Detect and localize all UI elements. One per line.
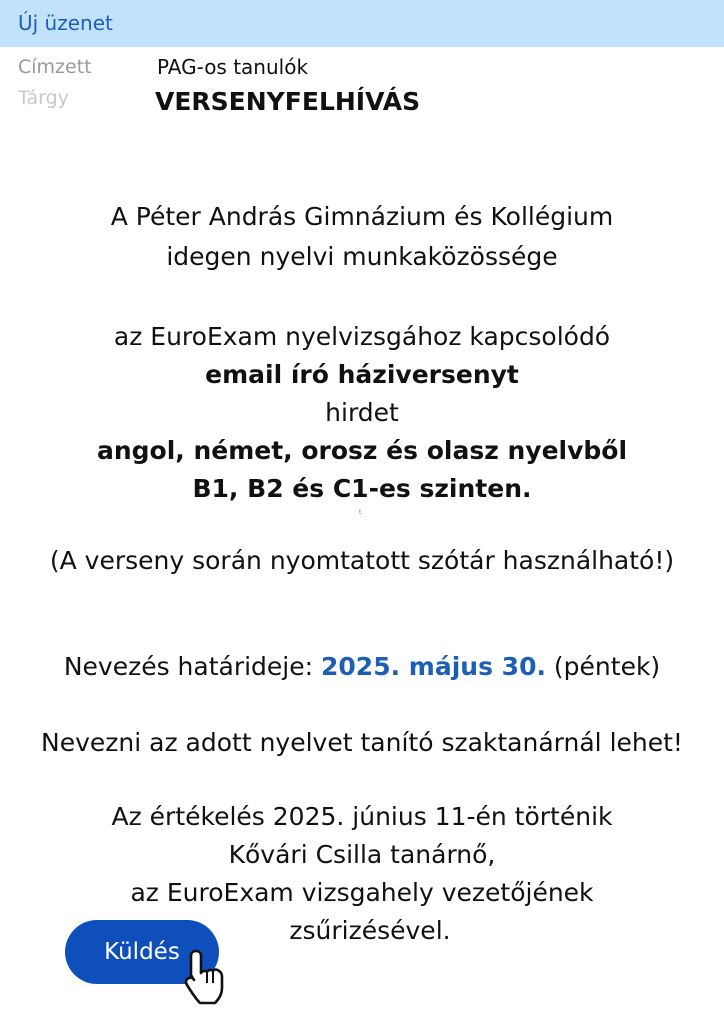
deadline-prefix: Nevezés határideje:: [63, 652, 322, 681]
message-line: Kővári Csilla tanárnő,: [228, 840, 496, 869]
message-line: email író háziversenyt: [205, 360, 519, 389]
message-line: Az értékelés 2025. június 11-én történik: [111, 802, 613, 831]
message-line: az EuroExam nyelvizsgához kapcsolódó: [113, 322, 611, 351]
message-line: B1, B2 és C1-es szinten.: [192, 474, 532, 503]
message-line: idegen nyelvi munkaközössége: [166, 242, 558, 271]
deadline-suffix: (péntek): [545, 652, 661, 681]
deadline-line: [0, 647, 724, 687]
to-field[interactable]: PAG-os tanulók: [157, 55, 309, 79]
subject-field[interactable]: VERSENYFELHÍVÁS: [155, 87, 421, 116]
registration-line: Nevezni az adott nyelvet tanító szaktanárnál lehet!: [41, 728, 683, 757]
to-label: Címzett: [18, 56, 92, 78]
stray-mark: t: [359, 509, 362, 516]
window-title: Új üzenet: [18, 11, 113, 35]
message-line: A Péter András Gimnázium és Kollégium: [110, 202, 614, 231]
message-line: hirdet: [325, 398, 399, 427]
hand-pointer-icon: [180, 947, 232, 1007]
deadline-date: 2025. május 30.: [321, 652, 546, 681]
message-line: zsűrizésével.: [289, 916, 451, 945]
message-line: angol, német, orosz és olasz nyelvből: [96, 436, 628, 465]
title-bar: [0, 0, 724, 47]
message-line: az EuroExam vizsgahely vezetőjének: [130, 878, 594, 907]
subject-label: Tárgy: [18, 87, 69, 109]
message-note: (A verseny során nyomtatott szótár használható!): [49, 546, 675, 575]
send-button[interactable]: Küldés: [65, 920, 219, 984]
